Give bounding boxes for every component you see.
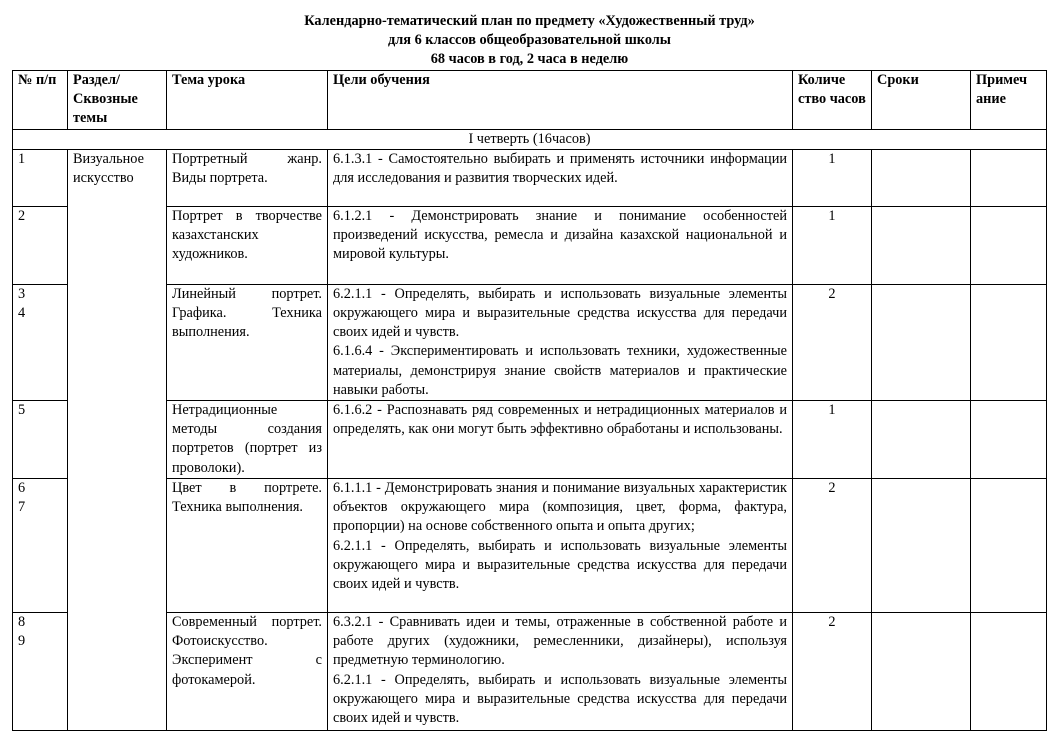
learning-goals: [328, 401, 793, 479]
table-row: [13, 149, 1047, 206]
lesson-number: 2: [13, 206, 68, 284]
notes-cell: [971, 401, 1047, 479]
table-row: [13, 613, 1047, 731]
header-section: Раздел/ Сквозные темы: [68, 71, 167, 130]
goal-item: 6.1.3.1 - Самостоятельно выбирать и применять источники информации для исследования и развития творческих идей.: [333, 150, 787, 187]
dates-cell: [872, 401, 971, 479]
dates-cell: [872, 149, 971, 206]
header-num: № п/п: [13, 71, 68, 130]
hours-count: 2: [793, 284, 872, 400]
lesson-number: 3 4: [13, 284, 68, 400]
quarter-label: I четверть (16часов): [13, 129, 1047, 149]
table-row: [13, 206, 1047, 284]
goal-item: 6.2.1.1 - Определять, выбирать и использовать визуальные элементы окружающего мира и выразительные средства искусства для передачи своих идей и чувств.: [333, 285, 787, 341]
table-row: [13, 284, 1047, 400]
table-row: [13, 401, 1047, 479]
header-dates: Сроки: [872, 71, 971, 130]
lesson-topic: Цвет в портрете. Техника выполнения.: [167, 479, 328, 613]
title-line-1: Календарно-тематический план по предмету «Художественный труд»: [304, 13, 755, 29]
lesson-number: 1: [13, 149, 68, 206]
goal-item: 6.2.1.1 - Определять, выбирать и использовать визуальные элементы окружающего мира и выразительные средства искусства для передачи своих идей и чувств.: [333, 537, 787, 593]
goal-item: 6.1.1.1 - Демонстрировать знания и понимание визуальных характеристик объектов окружающего мира (композиция, цвет, форма, фактура, пропорции) на основе собственного опыта и опыта других;: [333, 480, 787, 535]
header-row: [13, 71, 1047, 130]
lesson-topic: Портретный жанр. Виды портрета.: [167, 149, 328, 206]
dates-cell: [872, 479, 971, 613]
section-name: Визуальное искусство: [68, 149, 167, 730]
header-notes: Примеч ание: [971, 71, 1047, 130]
document-title: [0, 12, 1059, 69]
learning-goals: [328, 613, 793, 731]
dates-cell: [872, 613, 971, 731]
lesson-number: 6 7: [13, 479, 68, 613]
dates-cell: [872, 206, 971, 284]
dates-cell: [872, 284, 971, 400]
learning-goals: [328, 479, 793, 613]
goal-item: 6.1.6.2 - Распознавать ряд современных и нетрадиционных материалов и определять, как они могут быть эффективно обработаны и использованы.: [333, 402, 787, 438]
header-goals: Цели обучения: [328, 71, 793, 130]
notes-cell: [971, 613, 1047, 731]
goal-item: 6.2.1.1 - Определять, выбирать и использовать визуальные элементы окружающего мира и выразительные средства искусства для передачи своих идей и чувств.: [333, 671, 787, 727]
notes-cell: [971, 206, 1047, 284]
notes-cell: [971, 149, 1047, 206]
title-line-3: 68 часов в год, 2 часа в неделю: [430, 51, 629, 67]
lesson-topic: Линейный портрет. Графика. Техника выполнения.: [167, 284, 328, 400]
learning-goals: [328, 284, 793, 400]
goal-item: 6.1.2.1 - Демонстрировать знание и понимание особенностей произведений искусства, ремесла и дизайна казахской национальной и мировой культуры.: [333, 207, 787, 263]
hours-count: 2: [793, 479, 872, 613]
hours-count: 1: [793, 401, 872, 479]
learning-goals: [328, 149, 793, 206]
lesson-topic: Нетрадиционные методы создания портретов (портрет из проволоки).: [167, 401, 328, 479]
title-line-2: для 6 классов общеобразовательной школы: [388, 32, 671, 48]
goal-item: 6.1.6.4 - Экспериментировать и использовать техники, художественные материалы, демонстрируя знание свойств материалов и практические навыки работы.: [333, 343, 787, 398]
lesson-topic: Современный портрет. Фотоискусство. Эксперимент с фотокамерой.: [167, 613, 328, 731]
learning-goals: [328, 206, 793, 284]
notes-cell: [971, 284, 1047, 400]
lesson-number: 5: [13, 401, 68, 479]
notes-cell: [971, 479, 1047, 613]
plan-table: [12, 70, 1047, 731]
header-hours: Количе ство часов: [793, 71, 872, 130]
goal-item: 6.3.2.1 - Сравнивать идеи и темы, отраженные в собственной работе и работе других (художники, ремесленники, дизайнеры), используя предметную терминологию.: [333, 614, 787, 669]
hours-count: 1: [793, 206, 872, 284]
table-row: [13, 479, 1047, 613]
header-topic: Тема урока: [167, 71, 328, 130]
quarter-row: [13, 129, 1047, 149]
lesson-topic: Портрет в творчестве казахстанских художников.: [167, 206, 328, 284]
lesson-number: 8 9: [13, 613, 68, 731]
hours-count: 1: [793, 149, 872, 206]
hours-count: 2: [793, 613, 872, 731]
